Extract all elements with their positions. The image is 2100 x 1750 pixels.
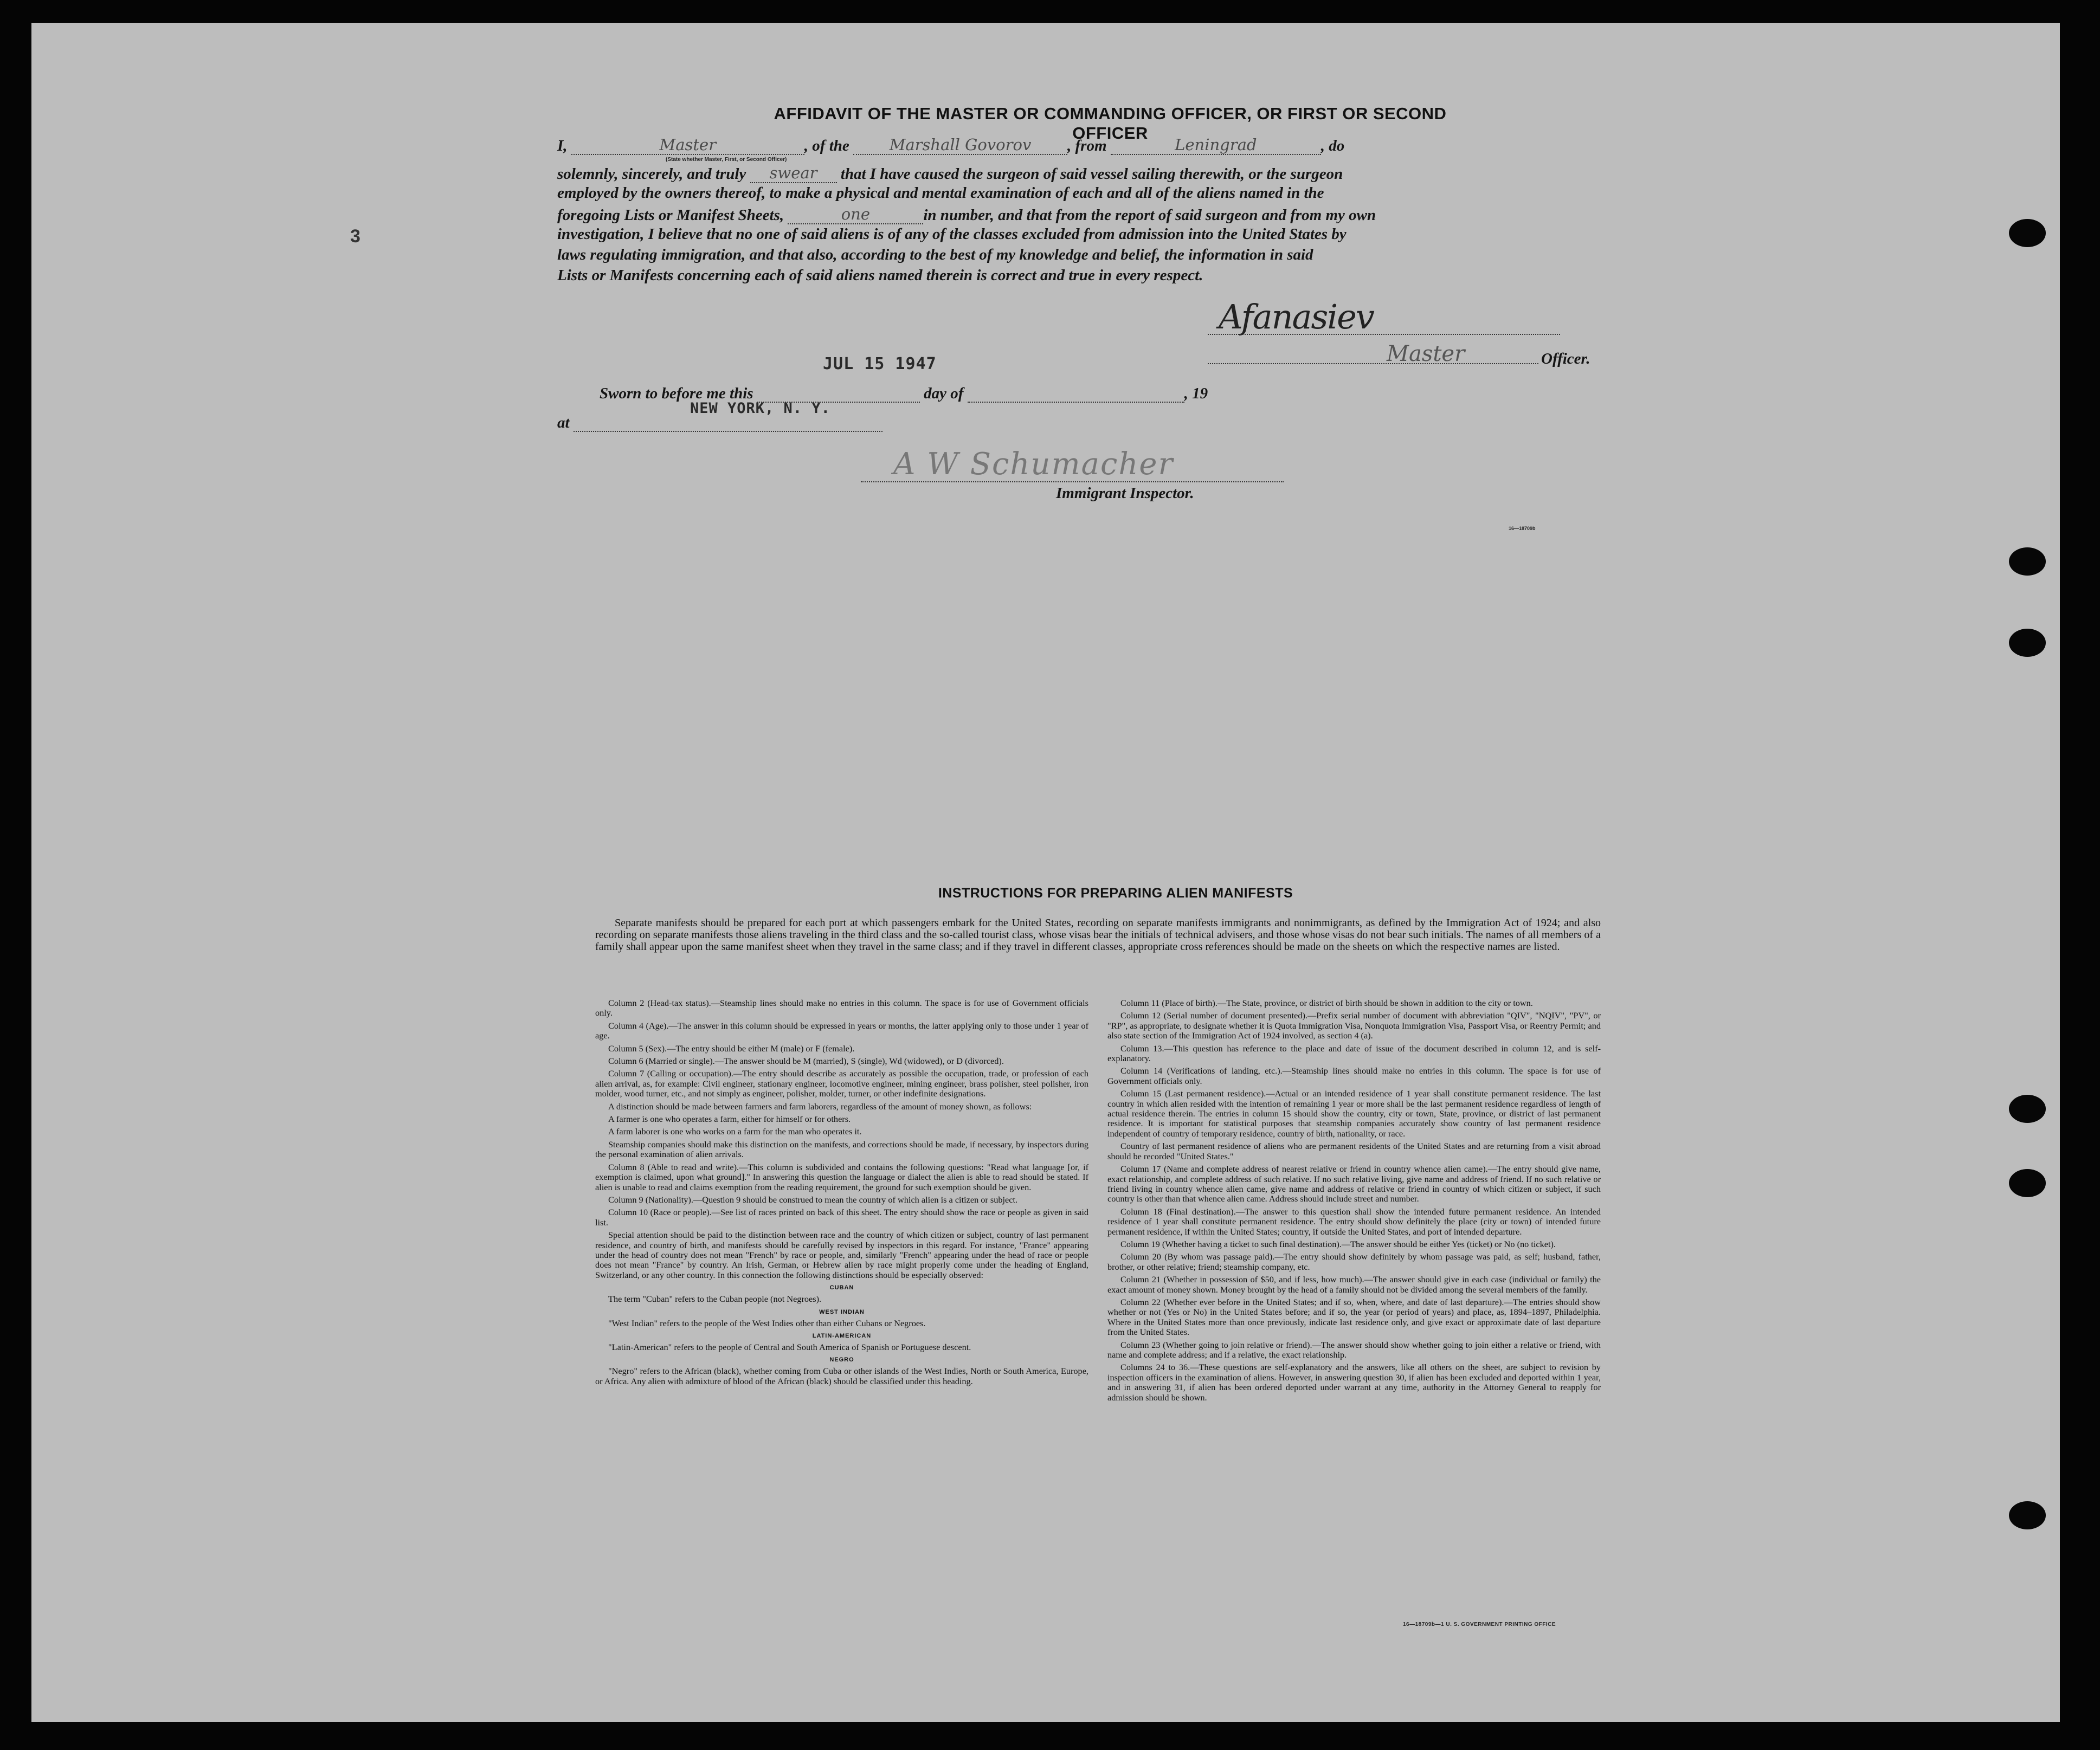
instruction-paragraph: A farm laborer is one who works on a farm for the man who operates it.: [608, 1126, 862, 1137]
rank-hint: (State whether Master, First, or Second Officer): [666, 157, 787, 163]
signature-line: [1208, 334, 1560, 335]
section-heading: LATIN-AMERICAN: [812, 1332, 872, 1339]
instruction-paragraph: Column 19 (Whether having a ticket to such final destination).—The answer should be either Yes (ticket) or No (no ticket).: [1120, 1238, 1556, 1249]
section-heading: CUBAN: [829, 1284, 854, 1291]
inspector-line: [861, 481, 1284, 482]
instruction-paragraph: Column 11 (Place of birth).—The State, province, or district of birth should be shown in addition to the city or town.: [1120, 998, 1533, 1008]
affidavit-line-3: employed by the owners thereof, to make a physical and mental examination of each and all of the aliens named in the: [557, 184, 1324, 202]
instruction-paragraph: The term "Cuban" refers to the Cuban people (not Negroes).: [608, 1294, 822, 1305]
affidavit-line-1: I, Master , of the Marshall Govorov , from Leningrad , do: [557, 135, 1345, 154]
instruction-paragraph: "West Indian" refers to the people of the West Indies other than either Cubans or Negroes.: [608, 1318, 926, 1328]
instruction-paragraph: Column 9 (Nationality).—Question 9 should be construed to mean the country of which alien is a citizen or subject.: [608, 1194, 1018, 1205]
affidavit-line-2: solemnly, sincerely, and truly swear that I have caused the surgeon of said vessel sailing therewith, or the surgeon: [557, 164, 1343, 183]
at-line: at: [557, 414, 882, 432]
instruction-paragraph: Column 21 (Whether in possession of $50, and if less, how much).—The answer should give in each case (individual or family) the exact amount of money shown. Money brought by the head of a family should not be divided among the several members of the family.: [1107, 1274, 1601, 1295]
instruction-paragraph: Column 18 (Final destination).—The answer to this question shall show the intended future permanent residence. An intended residence of 1 year shall constitute permanent residence. The entry should show definitely the place (city or town) of intended future permanent residence, if within the United States; country, if outside the United States, and port of intended departure.: [1107, 1206, 1601, 1237]
instruction-paragraph: "Latin-American" refers to the people of Central and South America of Spanish or Portuguese descent.: [608, 1341, 971, 1352]
rank-field: Master: [571, 135, 804, 155]
form-number: 16—18709b: [1509, 526, 1536, 531]
vessel-field: Marshall Govorov: [853, 135, 1067, 155]
instruction-paragraph: Column 23 (Whether going to join relative or friend).—The answer should show whether going to join either a relative or friend, with name and complete address; and if a relative, the exact relationship.: [1107, 1339, 1601, 1360]
instruction-paragraph: "Negro" refers to the African (black), whether coming from Cuba or other islands of the West Indies, North or South America, Europe, or Africa. Any alien with admixture of blood of the African (black) should be classified under this heading.: [595, 1366, 1088, 1386]
instruction-paragraph: Column 2 (Head-tax status).—Steamship lines should make no entries in this column. The space is for use of Government officials only.: [595, 998, 1088, 1018]
instruction-paragraph: Country of last permanent residence of aliens who are permanent residents of the United States and are returning from a visit abroad should be recorded "United States.": [1107, 1141, 1601, 1161]
punch-hole: [2009, 1169, 2046, 1197]
instructions-intro: Separate manifests should be prepared for each port at which passengers embark for the United States, recording on separate manifests immigrants and nonimmigrants, as defined by the Immigration Act of 1924; and also recording on separate manifests those aliens traveling in the third class and the so-called tourist class, whose visas bear the initials of technical advisers, and those whose visas do not bear such initials. The names of all members of a family shall appear upon the same manifest sheet when they travel in the same class; and if they travel in different classes, appropriate cross references should be made on the sheets on which the respective names are listed.: [595, 917, 1601, 953]
punch-hole: [2009, 629, 2046, 657]
instructions-right-column: [1107, 998, 1601, 1405]
officer-label: Officer.: [1541, 350, 1590, 367]
sheet-count-field: one: [788, 205, 923, 224]
instruction-paragraph: A farmer is one who operates a farm, either for himself or for others.: [608, 1114, 851, 1125]
instruction-paragraph: Column 6 (Married or single).—The answer should be M (married), S (single), Wd (widowed), or D (divorced).: [608, 1056, 1004, 1067]
instruction-paragraph: A distinction should be made between farmers and farm laborers, regardless of the amount of money shown, as follows:: [608, 1101, 1032, 1112]
manifest-page: [31, 23, 2060, 1722]
instructions-left-column: [595, 998, 1088, 1389]
instruction-paragraph: Column 12 (Serial number of document presented).—Prefix serial number of document with abbreviation "QIV", "NQIV", "PV", or "RP", as appropriate, to designate whether it is Quota Immigration Visa, Nonquota Immigration Visa, Passport Visa, or Reentry Permit; and also state section of the Immigration Act of 1924 involved, as section 4 (a).: [1107, 1010, 1601, 1041]
officer-line: [1208, 363, 1538, 364]
margin-mark: 3: [350, 226, 360, 247]
instruction-paragraph: Columns 24 to 36.—These questions are self-explanatory and the answers, like all others on the sheet, are subject to revision by inspection officers in the examination of aliens. However, in answering question 30, if alien has been excluded and deported within 1 year, and in answering 31, if alien has been ordered deported under warrant at any time, authority in the Attorney General to reapply for admission should be shown.: [1107, 1362, 1601, 1403]
instruction-paragraph: Column 17 (Name and complete address of nearest relative or friend in country whence alien came).—The entry should give name, exact relationship, and complete address of such relative. If no such relative living, give name and address of friend. If no such relative or friend living in country whence alien came, give name and address of relative or friend in country of which citizen or subject, if such country is other than that whence alien came. Address should include street and number.: [1107, 1164, 1601, 1204]
master-signature: Afanasiev: [1219, 297, 1374, 337]
instruction-paragraph: Special attention should be paid to the distinction between race and the country of which citizen or subject, country of last permanent residence, and country of birth, and manifests should be carefully revised by inspectors in this regard. For instance, "France" appearing under the head of country does not mean "French" by race or people, and, similarly "French" appearing under the head of race or people does not mean "France" by country. An Irish, German, or Hebrew alien by race might properly come under the heading of England, Switzerland, or any other country. In this connection the following distinctions should be especially observed:: [595, 1230, 1088, 1280]
affidavit-line-6: laws regulating immigration, and that also, according to the best of my knowledge and belief, the information in said: [557, 246, 1313, 263]
punch-hole: [2009, 1095, 2046, 1123]
section-heading: WEST INDIAN: [819, 1308, 865, 1315]
instruction-paragraph: Column 10 (Race or people).—See list of races printed on back of this sheet. The entry should show the race or people as given in said list.: [595, 1207, 1088, 1228]
printing-office-note: 16—18709b—1 U. S. GOVERNMENT PRINTING OFFICE: [1403, 1622, 1556, 1628]
affidavit-line-7: Lists or Manifests concerning each of said aliens named therein is correct and true in every respect.: [557, 267, 1203, 284]
instruction-paragraph: Column 14 (Verifications of landing, etc.).—Steamship lines should make no entries in this column. The space is for use of Government officials only.: [1107, 1066, 1601, 1086]
affidavit-title: AFFIDAVIT OF THE MASTER OR COMMANDING OFFICER, OR FIRST OR SECOND OFFICER: [774, 104, 1447, 143]
punch-hole: [2009, 1501, 2046, 1529]
signature-title: Master: [1387, 341, 1465, 366]
date-stamp: JUL 15 1947: [823, 354, 937, 373]
sworn-line: Sworn to before me this day of , 19: [600, 385, 1208, 402]
instruction-paragraph: Column 15 (Last permanent residence).—Actual or an intended residence of 1 year shall constitute permanent residence. The last country in which alien resided with the intention of remaining 1 year or more shall be the last permanent residence regardless of length of actual residence therein. The entries in column 15 should show the country, city or town, State, province, or district of last permanent residence. It is important for statistical purposes that steamship companies accurately show country of last permanent residence independent of country of temporary residence, country of birth, nationality, or race.: [1107, 1088, 1601, 1139]
place-stamp: NEW YORK, N. Y.: [690, 400, 830, 417]
swear-field: swear: [750, 164, 837, 183]
instruction-paragraph: Column 5 (Sex).—The entry should be either M (male) or F (female).: [608, 1043, 855, 1054]
inspector-title: Immigrant Inspector.: [1056, 485, 1194, 502]
punch-hole: [2009, 547, 2046, 576]
instruction-paragraph: Column 7 (Calling or occupation).—The entry should describe as accurately as possible the occupation, trade, or profession of each alien arrival, as, for example: Civil engineer, stationary engineer, locomotive engineer, mining engineer, brass polisher, steel polisher, iron molder, wood turner, etc., and not simply as engineer, polisher, molder, turner, or other indefinite designations.: [595, 1068, 1088, 1099]
port-field: Leningrad: [1111, 135, 1321, 155]
inspector-signature: A W Schumacher: [893, 447, 1174, 482]
instructions-title: INSTRUCTIONS FOR PREPARING ALIEN MANIFESTS: [938, 886, 1293, 901]
section-heading: NEGRO: [829, 1357, 854, 1364]
instruction-paragraph: Steamship companies should make this distinction on the manifests, and corrections should be made, if necessary, by inspectors during the personal examination of alien arrivals.: [595, 1139, 1088, 1160]
instruction-paragraph: Column 22 (Whether ever before in the United States; and if so, when, where, and date of last departure).—The entries should show whether or not (Yes or No) in the United States before; and if so, the year (or period of years) and place, as, 1894–1897, Philadelphia. Where in the United States more than once previously, indicate last residence only, and give exact or approximate date of last departure from the United States.: [1107, 1296, 1601, 1338]
punch-hole: [2009, 219, 2046, 247]
instruction-paragraph: Column 13.—This question has reference to the place and date of issue of the document described in column 12, and is self-explanatory.: [1107, 1043, 1601, 1064]
instruction-paragraph: Column 8 (Able to read and write).—This column is subdivided and contains the following questions: "Read what language [or, if exemption is claimed, upon what ground]." In answering this question the language or dialect the alien is able to read should be stated. If alien is unable to read and claims exemption from the reading requirement, the ground for such exemption should be given.: [595, 1161, 1088, 1192]
affidavit-line-5: investigation, I believe that no one of said aliens is of any of the classes excluded from admission into the United States by: [557, 225, 1347, 243]
instruction-paragraph: Column 4 (Age).—The answer in this column should be expressed in years or months, the latter applying only to those under 1 year of age.: [595, 1020, 1088, 1041]
affidavit-line-4: foregoing Lists or Manifest Sheets, one in number, and that from the report of said surgeon and from my own: [557, 205, 1376, 224]
instruction-paragraph: Column 20 (By whom was passage paid).—The entry should show definitely by whom passage was paid, as self; husband, father, brother, or other relative; friend; steamship company, etc.: [1107, 1251, 1601, 1272]
